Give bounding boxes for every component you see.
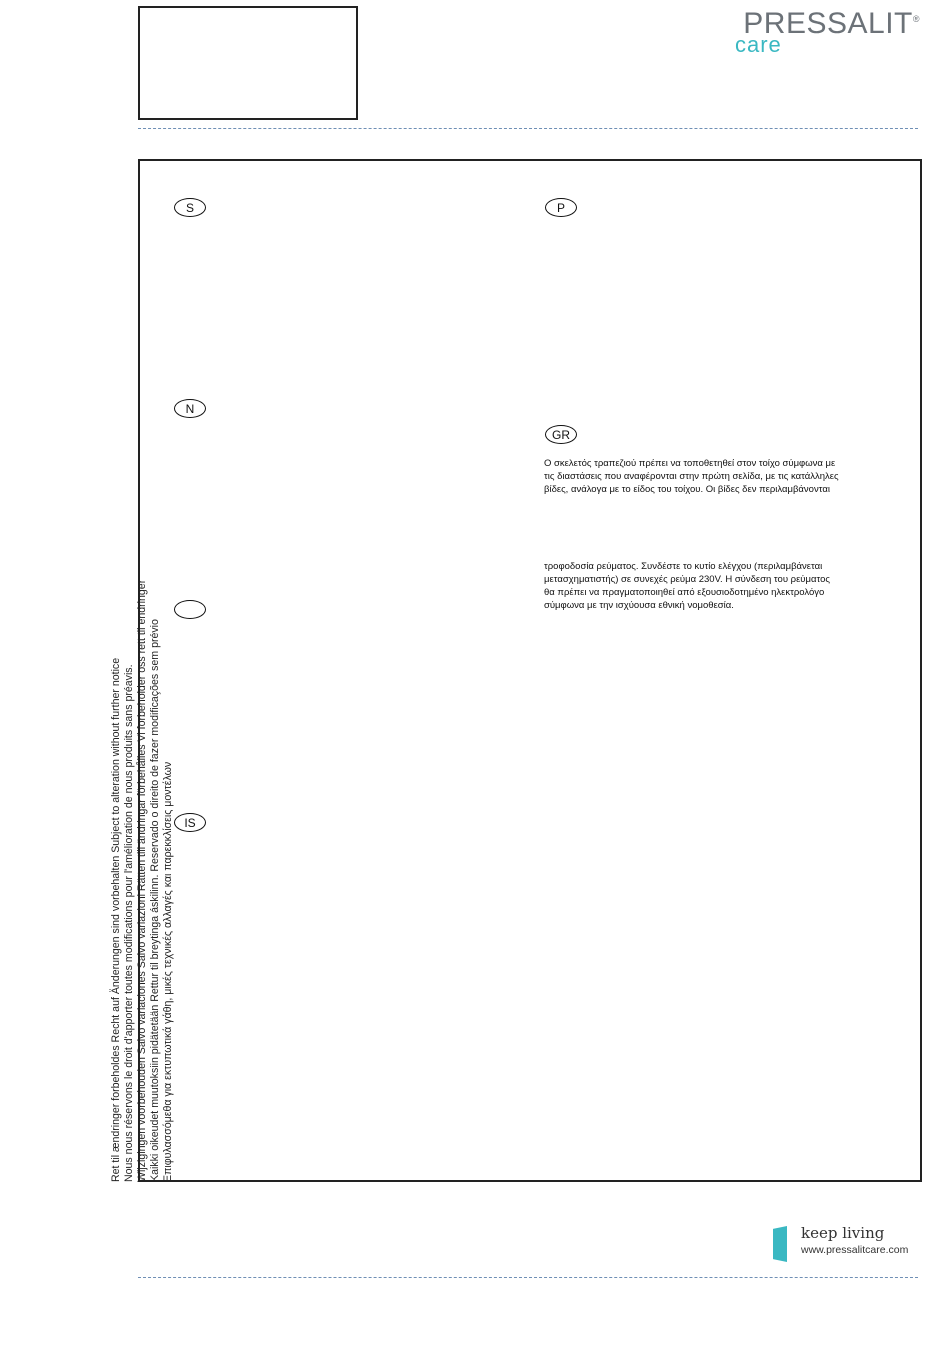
text-line: σύμφωνα με την ισχύουσα εθνική νομοθεσία.: [544, 600, 734, 611]
language-badge-empty: [174, 600, 206, 619]
text-line: θα πρέπει να πραγματοποιηθεί από εξουσιοδοτημένο ηλεκτρολόγο: [544, 587, 825, 598]
language-badge-is: IS: [174, 813, 206, 832]
rotated-disclaimer: [110, 422, 175, 1182]
text-line: βίδες, ανάλογα με το είδος του τοίχου. Οι βίδες δεν περιλαμβάνονται: [544, 484, 830, 495]
text-line: Ο σκελετός τραπεζιού πρέπει να τοποθετηθεί στον τοίχο σύμφωνα με: [544, 458, 836, 469]
disclaimer-line: Nous nous réservons le droit d'apporter toutes modifications pour l'amélioration de nous produits sans préavis.: [123, 664, 135, 1182]
logo-care: care: [735, 32, 782, 57]
disclaimer-line: Ret til ændringer forbeholdes Recht auf Änderungen sind vorbehalten Subject to alteration without further notice: [110, 657, 122, 1182]
language-badge-n: N: [174, 399, 206, 418]
disclaimer-line: Wijzigingen voorbehouden Salvo variaciones Salvo variazioni Rätten till ändringar förbehålles Vi forbeholder oss rett til endringer: [136, 579, 148, 1182]
website-url: www.pressalitcare.com: [801, 1244, 909, 1256]
content-frame: [138, 159, 922, 1182]
slogan: keep living: [801, 1224, 885, 1242]
greek-paragraph-2: [544, 560, 879, 612]
top-dashed-divider: [138, 128, 918, 129]
language-badge-p: P: [545, 198, 577, 217]
disclaimer-line: Kaikki oikeudet muutoksiin pidätetään Rettur til breytinga áskilinn. Reservado o direito de fazer modificações sem prévio: [149, 619, 161, 1182]
keep-living-mark-icon: [773, 1226, 787, 1262]
text-line: τροφοδοσία ρεύματος. Συνδέστε το κυτίο ελέγχου (περιλαμβάνεται: [544, 561, 823, 572]
registered-mark: ®: [912, 14, 920, 24]
greek-paragraph-1: [544, 457, 879, 496]
bottom-dashed-divider: [138, 1277, 918, 1278]
language-badge-s: S: [174, 198, 206, 217]
logo-wordmark: PRESSALIT: [743, 7, 913, 40]
text-line: τις διαστάσεις που αναφέρονται στην πρώτη σελίδα, με τις κατάλληλες: [544, 471, 839, 482]
disclaimer-line: Επιφυλασσόμεθα για εκτυπωτικά γάθη, μικές τεχνικές αλλαγές και παρεκκλίσεις μοντέλων: [162, 761, 174, 1182]
language-badge-gr: GR: [545, 425, 577, 444]
text-line: μετασχηματιστής) σε συνεχές ρεύμα 230V. Η σύνδεση του ρεύματος: [544, 574, 830, 585]
label-box: [138, 6, 358, 120]
